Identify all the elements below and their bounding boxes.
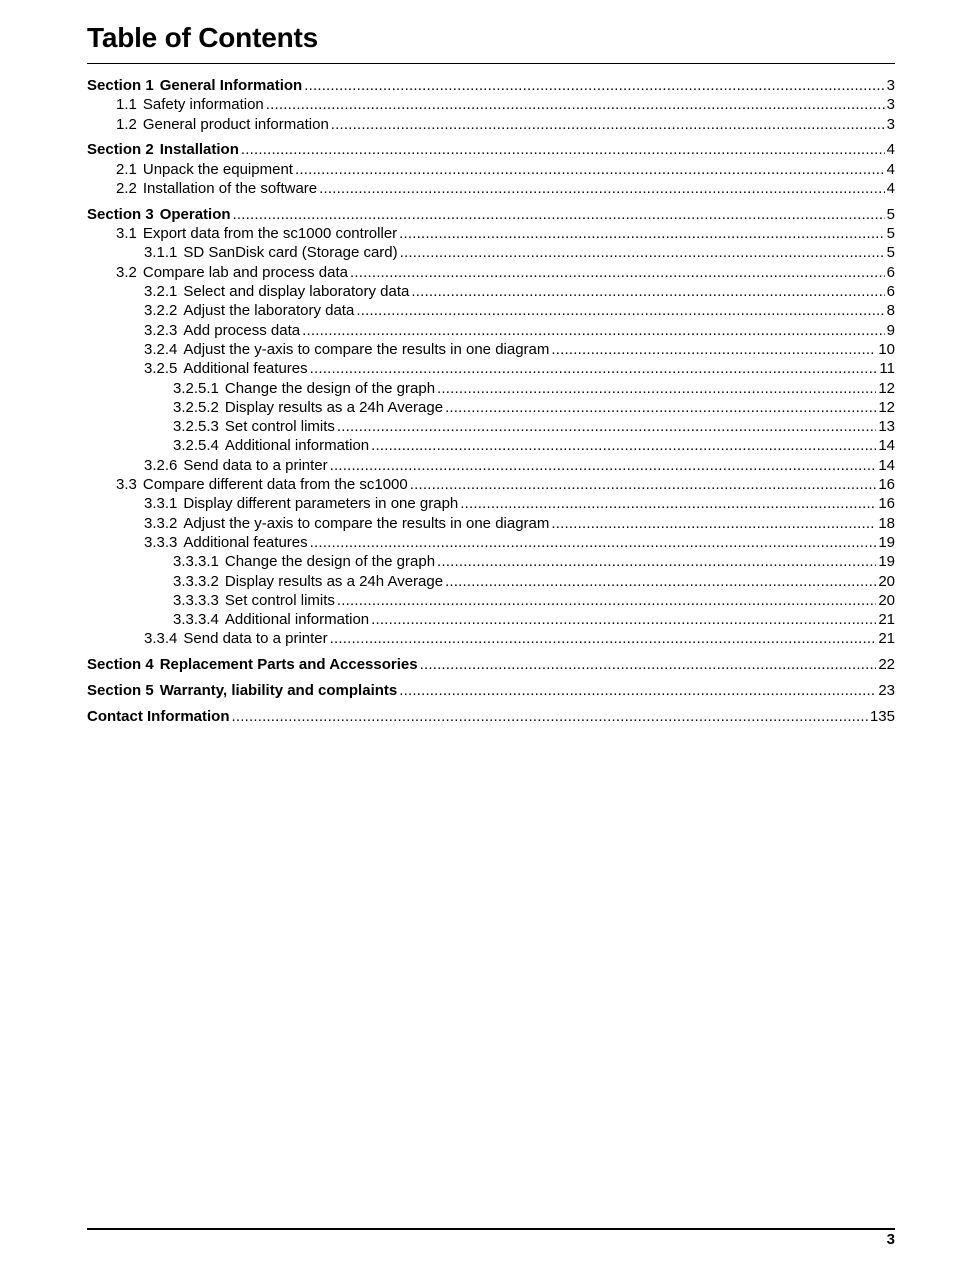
- toc-entry-page: 3: [886, 115, 895, 133]
- toc-entry[interactable]: [87, 359, 895, 378]
- toc-entry-title: Installation of the software: [142, 180, 318, 197]
- toc-entry-number: 3.3.3.2: [173, 572, 219, 590]
- toc-entry[interactable]: [87, 115, 895, 134]
- toc-entry-number: Section 3: [87, 205, 154, 223]
- toc-entry-title: Additional information: [224, 437, 370, 455]
- toc-entry-leader: [319, 179, 885, 198]
- toc-entry[interactable]: [87, 243, 895, 262]
- toc-entry-page: 14: [878, 456, 895, 474]
- toc-entry-leader: [551, 514, 876, 533]
- toc-entry-number: 3.2.5.4: [173, 437, 219, 455]
- toc-entry-number: 3.3.3.4: [173, 611, 219, 629]
- toc-entry-title: Add process data: [183, 321, 301, 339]
- toc-entry[interactable]: [87, 417, 895, 436]
- toc-entry-page: 18: [878, 514, 895, 532]
- toc-entry-page: 5: [886, 225, 895, 243]
- toc-entry-leader: [399, 224, 885, 243]
- toc-entry-number: 3.2.5.1: [173, 379, 219, 397]
- toc-entry-leader: [266, 95, 885, 114]
- toc-entry-page: 22: [878, 656, 895, 674]
- toc-entry[interactable]: [87, 321, 895, 340]
- toc-entry-title: Adjust the laboratory data: [183, 302, 355, 320]
- toc-entry-leader: [437, 379, 876, 398]
- toc-entry-page: 3: [886, 96, 895, 114]
- toc-entry[interactable]: [87, 655, 895, 674]
- toc-entry-number: 3.3: [116, 476, 137, 493]
- toc-entry-leader: [371, 610, 876, 629]
- footer-divider: [87, 1228, 895, 1230]
- toc-entry-title: Warranty, liability and complaints: [159, 682, 398, 699]
- toc-entry-title: Operation: [159, 205, 231, 223]
- toc-entry-leader: [337, 591, 876, 610]
- toc-entry-page: 19: [878, 533, 895, 551]
- toc-entry-number: 3.3.3: [144, 533, 178, 551]
- toc-entry-page: 3: [886, 77, 895, 94]
- toc-entry[interactable]: [87, 436, 895, 455]
- toc-entry-leader: [437, 552, 876, 571]
- toc-entry[interactable]: [87, 224, 895, 243]
- toc-entry[interactable]: [87, 95, 895, 114]
- toc-entry-number: 3.3.2: [144, 514, 178, 532]
- toc-entry-number: 1.1: [116, 96, 137, 114]
- toc-entry-number: 3.2.5.3: [173, 418, 219, 436]
- toc-entry-page: 20: [878, 591, 895, 609]
- toc-entry-title: General product information: [142, 115, 329, 133]
- toc-entry-page: 12: [878, 379, 895, 397]
- toc-entry[interactable]: [87, 572, 895, 591]
- toc-entry-leader: [460, 494, 876, 513]
- toc-entry-title: Additional features: [183, 533, 308, 551]
- toc-entry-page: 19: [878, 553, 895, 571]
- toc-entry-leader: [420, 655, 877, 674]
- toc-entry-page: 21: [878, 611, 895, 629]
- toc-entry-page: 6: [886, 263, 895, 281]
- toc-entry-leader: [330, 456, 877, 475]
- toc-entry-leader: [331, 115, 885, 134]
- toc-entry-page: 13: [878, 418, 895, 436]
- toc-entry-leader: [304, 76, 884, 95]
- toc-entry-number: 3.2.4: [144, 340, 178, 358]
- toc-entry[interactable]: [87, 707, 895, 726]
- toc-entry-number: 3.3.3.1: [173, 553, 219, 571]
- toc-entry[interactable]: [87, 263, 895, 282]
- toc-entry[interactable]: [87, 140, 895, 159]
- toc-entry-title: Change the design of the graph: [224, 553, 436, 571]
- toc-entry-leader: [350, 263, 885, 282]
- toc-entry-page: 5: [886, 244, 895, 262]
- toc-entry-title: Compare different data from the sc1000: [142, 476, 408, 493]
- toc-entry[interactable]: [87, 629, 895, 648]
- toc-entry-title: Adjust the y-axis to compare the results in one diagram: [183, 340, 550, 358]
- toc-entry-leader: [445, 398, 876, 417]
- toc-entry-title: Display different parameters in one graph: [183, 495, 459, 513]
- toc-entry-leader: [330, 629, 877, 648]
- toc-entry-page: 21: [878, 630, 895, 648]
- toc-entry[interactable]: [87, 494, 895, 513]
- toc-entry-page: 10: [878, 340, 895, 358]
- toc-entry[interactable]: [87, 282, 895, 301]
- toc-entry-number: 3.2.1: [144, 283, 178, 300]
- toc-entry[interactable]: [87, 681, 895, 700]
- toc-entry[interactable]: [87, 456, 895, 475]
- toc-entry-page: 16: [878, 495, 895, 513]
- toc-entry-title: General Information: [159, 77, 303, 94]
- toc-entry[interactable]: [87, 76, 895, 95]
- toc-entry[interactable]: [87, 398, 895, 417]
- toc-entry-title: Compare lab and process data: [142, 263, 348, 281]
- toc-entry-leader: [232, 707, 868, 726]
- toc-entry-number: Section 2: [87, 141, 154, 159]
- toc-entry-leader: [241, 140, 885, 159]
- toc-entry-leader: [371, 436, 876, 455]
- toc-entry-number: 3.3.4: [144, 630, 178, 648]
- toc-entry-page: 6: [886, 283, 895, 300]
- toc-entry-number: 3.2.5: [144, 360, 178, 378]
- toc-entry[interactable]: [87, 179, 895, 198]
- toc-entry-number: 2.1: [116, 160, 137, 178]
- toc-entry-leader: [295, 160, 885, 179]
- toc-entry-title: Contact Information: [87, 707, 230, 725]
- toc-entry-title: Display results as a 24h Average: [224, 398, 444, 416]
- toc-entry-number: 3.3.1: [144, 495, 178, 513]
- toc-entry-page: 5: [886, 205, 895, 223]
- toc-entry-leader: [302, 321, 885, 340]
- toc-entry[interactable]: [87, 552, 895, 571]
- toc-entry-title: Export data from the sc1000 controller: [142, 225, 398, 243]
- toc-entry-title: Display results as a 24h Average: [224, 572, 444, 590]
- toc-entry-leader: [551, 340, 876, 359]
- toc-entry-leader: [310, 359, 878, 378]
- toc-entry-title: Safety information: [142, 96, 264, 114]
- toc-entry-leader: [399, 681, 876, 700]
- toc-entry-number: 3.1: [116, 225, 137, 243]
- toc-entry-number: Section 4: [87, 656, 154, 674]
- toc-entry-number: 3.3.3.3: [173, 591, 219, 609]
- toc-entry-leader: [411, 282, 884, 301]
- page-title: Table of Contents: [87, 22, 318, 53]
- toc-entry-title: Installation: [159, 141, 239, 159]
- toc-entry-title: Unpack the equipment: [142, 160, 293, 178]
- toc-entry[interactable]: [87, 205, 895, 224]
- toc-entry[interactable]: [87, 379, 895, 398]
- toc-entry-title: Send data to a printer: [183, 456, 328, 474]
- toc-entry[interactable]: [87, 301, 895, 320]
- toc-entry-page: 23: [878, 682, 895, 699]
- toc-entry-leader: [400, 243, 885, 262]
- toc-entry-leader: [410, 475, 877, 494]
- toc-entry-leader: [356, 301, 884, 320]
- toc-entry-title: SD SanDisk card (Storage card): [183, 244, 398, 262]
- toc-entry-page: 8: [886, 302, 895, 320]
- toc-entry-title: Additional information: [224, 611, 370, 629]
- toc-entry-page: 9: [886, 321, 895, 339]
- toc-entry-number: 3.1.1: [144, 244, 178, 262]
- toc-entry-page: 12: [878, 398, 895, 416]
- toc-entry-title: Replacement Parts and Accessories: [159, 656, 418, 674]
- toc-entry-page: 4: [886, 180, 895, 197]
- toc-entry-leader: [233, 205, 885, 224]
- toc-entry-leader: [310, 533, 877, 552]
- toc-entry[interactable]: [87, 340, 895, 359]
- toc-entry-page: 20: [878, 572, 895, 590]
- toc-entry-title: Select and display laboratory data: [183, 283, 410, 300]
- toc-entry-title: Change the design of the graph: [224, 379, 436, 397]
- toc-entry[interactable]: [87, 610, 895, 629]
- toc-entry-title: Adjust the y-axis to compare the results in one diagram: [183, 514, 550, 532]
- toc-entry-title: Additional features: [183, 360, 308, 378]
- toc-entry-leader: [337, 417, 876, 436]
- toc-entry-page: 4: [886, 160, 895, 178]
- title-divider: [87, 63, 895, 64]
- toc-entry[interactable]: [87, 475, 895, 494]
- toc-entry-number: Section 5: [87, 682, 154, 699]
- toc-entry-page: 11: [879, 360, 895, 378]
- toc-entry-number: 3.2.3: [144, 321, 178, 339]
- toc-entry-title: Set control limits: [224, 418, 335, 436]
- toc-entry-number: 3.2.6: [144, 456, 178, 474]
- toc-entry-number: 3.2: [116, 263, 137, 281]
- toc-entry-page: 14: [878, 437, 895, 455]
- toc-entry-number: 1.2: [116, 115, 137, 133]
- toc-entry-page: 4: [886, 141, 895, 159]
- toc-entry-page: 16: [878, 476, 895, 493]
- toc-entry-leader: [445, 572, 876, 591]
- footer-page-number: 3: [886, 1231, 895, 1248]
- toc-entry[interactable]: [87, 591, 895, 610]
- toc-entry[interactable]: [87, 514, 895, 533]
- toc-entry-number: 2.2: [116, 180, 137, 197]
- toc-entry-number: 3.2.5.2: [173, 398, 219, 416]
- toc-entry-number: Section 1: [87, 77, 154, 94]
- toc-entry[interactable]: [87, 533, 895, 552]
- toc-entry-title: Set control limits: [224, 591, 335, 609]
- toc-entry-title: Send data to a printer: [183, 630, 328, 648]
- toc-entry-page: 135: [869, 707, 895, 725]
- toc-entry[interactable]: [87, 160, 895, 179]
- toc-entry-number: 3.2.2: [144, 302, 178, 320]
